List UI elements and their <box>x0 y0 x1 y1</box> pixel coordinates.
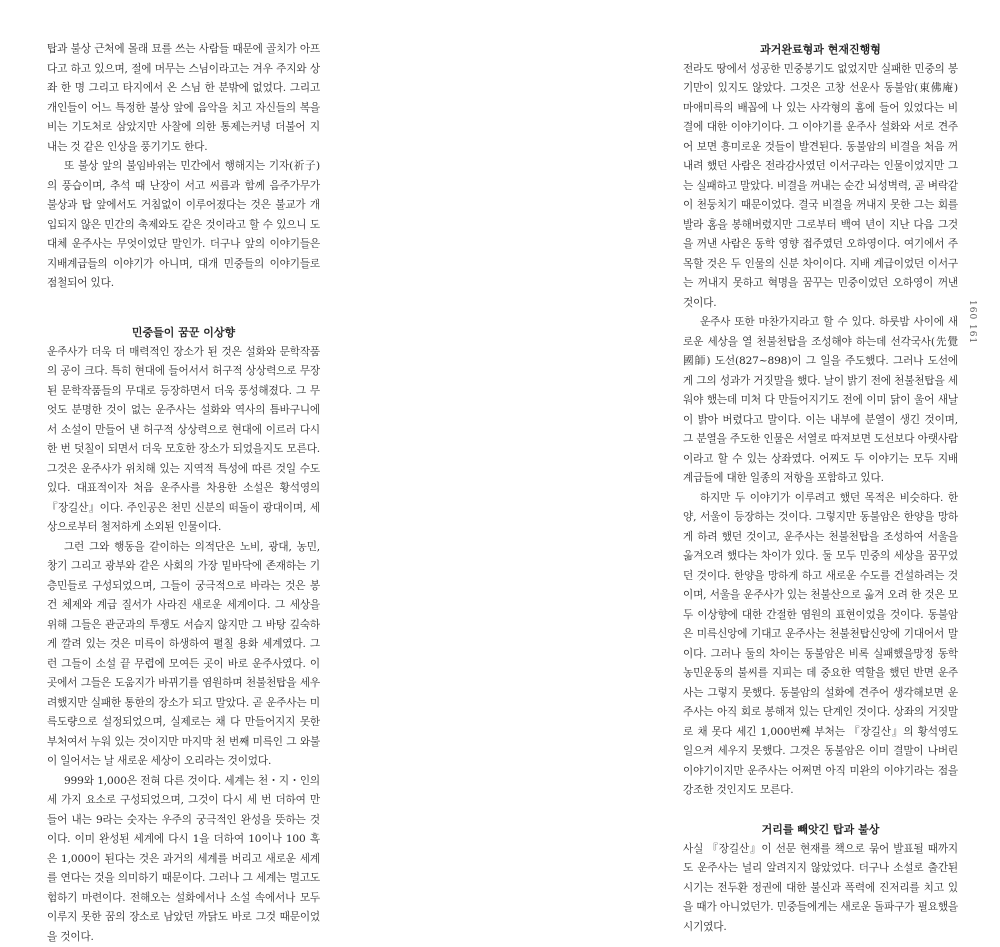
left-paragraph-4: 그런 그와 행동을 같이하는 의적단은 노비, 광대, 농민, 창기 그리고 광부와 같은 사회의 가장 밑바닥에 존재하는 기층민들로 구성되었으며, 그들이 궁극적으로 바라는 것은 봉건 체제와 계급 질서가 사라진 새로운 세계이다. 그 세상을 위해 그들은 관군과의 투쟁도 서슴지 않지만 그 바탕 깊숙하게 깔려 있는 것은 미륵이 하생하여 펼칠 용화 세계였다. 그런 그들이 소설 끝 무렵에 모여든 곳이 바로 운주사였다. 이곳에서 그들은 도움지가 바뀌기를 염원하며 천불천탑을 세우려했지만 실패한 통한의 장소가 되고 말았다. 곧 운주사는 미륵도량으로 설정되었으며, 실제로는 채 다 만들어지지 못한 부처여서 누워 있는 것이지만 마지막 천 번째 미륵인 그 와불이 일어서는 날 새로운 세상이 오리라는 것이었다. <box>47 538 320 772</box>
right-page-body <box>683 40 958 937</box>
right-paragraph-1: 전라도 땅에서 성공한 민중봉기도 없었지만 실패한 민중의 봉기만이 있지도 않았다. 그것은 고창 선운사 동불암(東佛庵) 마애미륵의 배꼽에 나 있는 사각형의 홈에 들어 있었다는 비결에 대한 이야기이다. 그 이야기를 운주사 설화와 서로 견주어 보면 흥미로운 것들이 발견된다. 동불암의 비결을 처음 꺼내려 했던 사람은 전라감사였던 이서구라는 인물이었지만 그는 실패하고 말았다. 비결을 꺼내는 순간 뇌성벽력, 곧 벼락같이 천둥치기 때문이었다. 결국 비결을 꺼내지 못한 그는 회를 발라 홈을 봉해버렸지만 그로부터 백여 년이 지난 다음 그것을 꺼낸 사람은 동학 영향 접주였던 오하영이다. 여기에서 주목할 것은 두 인물의 신분 차이이다. 지배 계급이었던 이서구는 꺼내지 못하고 혁명을 꿈꾸는 민중이었던 오하영이 꺼낸 것이다. <box>683 60 958 314</box>
left-paragraph-2: 또 불상 앞의 불임바위는 민간에서 행해지는 기자(祈子)의 풍습이며, 추석 때 난장이 서고 씨름과 함께 음주가무가 불상과 탑 앞에서도 거침없이 이루어졌다는 것은 불교가 개입되지 않은 민간의 축제와도 같은 것이라고 할 수 있으니 도대체 운주사는 무엇이었단 말인가. 더구나 앞의 이야기들은 지배계급들의 이야기가 아니며, 대개 민중들의 이야기들로 점철되어 있다. <box>47 157 320 294</box>
right-paragraph-2: 운주사 또한 마찬가지라고 할 수 있다. 하룻밤 사이에 새로운 세상을 열 천불천탑을 조성해야 하는데 선각국사(先覺國師) 도선(827~898)이 그 일을 주도했다. 그러나 도선에게 그의 성과가 거짓말을 했다. 날이 밝기 전에 천불천탑을 세워야 했는데 미처 다 만들어지기도 전에 이미 닭이 울어 새날이 밝아 버렸다고 말이다. 이는 내부에 분열이 생긴 것이며, 그 분열을 주도한 인물은 서열로 따져보면 도선보다 아랫사람이라고 할 수 있는 상좌였다. 어찌도 두 이야기는 모두 지배 계급들에 대한 일종의 저항을 포함하고 있다. <box>683 313 958 489</box>
page-numbers: 160 161 <box>963 300 977 344</box>
right-paragraph-4: 사실 『장길산』이 선문 현재를 책으로 묶어 발표될 때까지도 운주사는 널리 알려지지 않았었다. 더구나 소설로 출간된 시기는 전두환 정권에 대한 불신과 폭력에 진저리를 치고 있을 때가 아니었던가. 민중들에게는 새로운 돌파구가 필요했을 시기였다. <box>683 840 958 938</box>
left-paragraph-1: 탑과 불상 근처에 몰래 묘를 쓰는 사람들 때문에 골치가 아프다고 하고 있으며, 절에 머무는 스님이라고는 겨우 주지와 상좌 한 명 그리고 타지에서 온 스님 한 분밖에 없었다. 그리고 개인들이 어느 특정한 불상 앞에 음악을 치고 자신들의 복을 비는 기도처로 삼았지만 사찰에 의한 통제는커녕 더불어 지내는 것 같은 인상을 풍기기도 한다. <box>47 40 320 157</box>
left-paragraph-3: 운주사가 더욱 더 매력적인 장소가 된 것은 설화와 문학작품의 공이 크다. 특히 현대에 들어서서 허구적 상상력으로 무장된 문학작품들의 무대로 등장하면서 더욱 풍성해졌다. 그 무엇도 분명한 것이 없는 운주사는 설화와 역사의 틈바구니에서 소설이 만들어 낸 허구적 상상력으로 현대에 이르러 다시 한 번 덧칠이 되면서 더욱 모호한 장소가 되었을지도 모른다. 그것은 운주사가 위치해 있는 지역적 특성에 따른 것일 수도 있다. 대표적이자 처음 운주사를 차용한 소설은 황석영의 『장길산』이다. 주인공은 천민 신분의 떠돌이 광대이며, 세상으로부터 철저하게 소외된 인물이다. <box>47 343 320 538</box>
section-heading-lost-distance: 거리를 빼앗긴 탑과 불상 <box>683 820 958 840</box>
section-heading-past-present: 과거완료형과 현재진행형 <box>683 40 958 60</box>
left-page-body <box>47 40 320 947</box>
right-paragraph-3: 하지만 두 이야기가 이루려고 했던 목적은 비슷하다. 한양, 서울이 등장하는 것이다. 그렇지만 동불암은 한양을 망하게 하려 했던 것이고, 운주사는 천불천탑을 조성하여 서울을 옮겨오려 했다는 차이가 있다. 둘 모두 민중의 세상을 꿈꾸었던 것이다. 한양을 망하게 하고 새로운 수도를 건설하려는 것이며, 서울을 운주사가 있는 천불산으로 옮겨 오려 한 것은 모두 이상향에 대한 간절한 염원의 표현이었을 것이다. 동불암은 미륵신앙에 기대고 운주사는 천불천탑신앙에 기대어서 말이다. 그러나 둘의 차이는 동불암은 비록 실패했을망정 동학농민운동의 불씨를 지피는 데 중요한 역할을 했던 반면 운주사는 그렇지 못했다. 동불암의 설화에 견주어 생각해보면 운주사는 아직 회로 봉해져 있는 단계인 것이다. 상좌의 거짓말로 채 못다 세긴 1,000번째 부처는 『장길산』의 황석영도 일으켜 세우지 못했다. 그것은 동불암은 이미 결말이 나버린 이야기이지만 운주사는 어쩌면 아직 미완의 이야기라는 점을 강조한 것인지도 모른다. <box>683 489 958 801</box>
left-paragraph-5: 999와 1,000은 전혀 다른 것이다. 세계는 천・지・인의 세 가지 요소로 구성되었으며, 그것이 다시 세 번 더하여 만들어 내는 9라는 숫자는 우주의 궁극적인 완성을 뜻하는 것이다. 이미 완성된 세계에 다시 1을 더하여 10이나 100 혹은 1,000이 된다는 것은 과거의 세계를 버리고 새로운 세계를 연다는 것을 의미하기 때문이다. 그러나 그 세계는 멀고도 험하기 마련이다. 전해오는 설화에서나 소설 속에서나 모두 이루지 못한 꿈의 장소로 남았던 까닭도 바로 그것 때문이었을 것이다. <box>47 772 320 947</box>
section-heading-utopia: 민중들이 꿈꾼 이상향 <box>47 323 320 343</box>
